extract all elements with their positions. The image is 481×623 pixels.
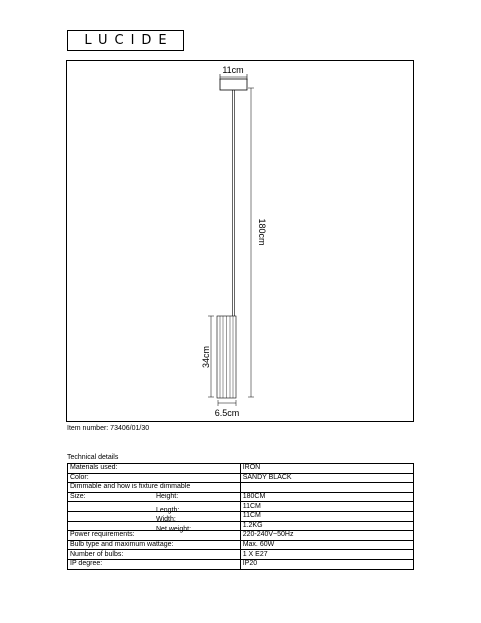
spec-label-cell — [68, 550, 241, 560]
spec-label: IP degree: — [70, 560, 103, 568]
brand-logo-text: LUCIDE — [84, 33, 174, 48]
spec-label: Power requirements: — [70, 531, 135, 539]
table-row — [68, 473, 414, 483]
spec-label: Number of bulbs: — [70, 550, 124, 558]
spec-label-cell — [68, 559, 241, 569]
spec-value: 11CM — [240, 502, 413, 512]
pendant-lamp-drawing — [67, 61, 415, 423]
table-row — [68, 492, 414, 502]
table-row — [68, 521, 414, 531]
spec-sublabel: Net weight: — [156, 525, 192, 533]
table-row — [68, 511, 414, 521]
spec-sublabel: Length: — [156, 506, 180, 514]
table-row — [68, 559, 414, 569]
spec-value: 220-240V~50Hz — [240, 531, 413, 541]
shade-height-label: 34cm — [201, 345, 211, 369]
spec-value: SANDY BLACK — [240, 473, 413, 483]
spec-value: 1.2KG — [240, 521, 413, 531]
spec-label: Color: — [70, 473, 89, 481]
spec-label-cell — [68, 521, 241, 531]
spec-label-cell — [68, 473, 241, 483]
spec-label-cell — [68, 531, 241, 541]
spec-label: Bulb type and maximum wattage: — [70, 541, 174, 549]
canopy-width-label: 11cm — [222, 65, 244, 75]
item-number: Item number: 73406/01/30 — [67, 425, 150, 432]
technical-details-table — [67, 463, 414, 570]
spec-sublabel: Width: — [156, 516, 176, 524]
brand-logo — [67, 30, 184, 51]
canopy — [220, 79, 247, 90]
table-row — [68, 540, 414, 550]
spec-label-cell — [68, 511, 241, 524]
spec-sublabel: Height: — [156, 493, 179, 501]
spec-label-cell — [68, 540, 241, 550]
shade-width-label: 6.5cm — [214, 408, 240, 418]
table-row — [68, 531, 414, 541]
product-drawing — [66, 60, 414, 422]
table-row — [68, 550, 414, 560]
spec-value: 1 X E27 — [240, 550, 413, 560]
spec-value: 11CM — [240, 511, 413, 521]
spec-value: Max. 60W — [240, 540, 413, 550]
table-row — [68, 483, 414, 493]
spec-label-cell — [68, 492, 241, 502]
spec-label: Dimmable and how is fixture dimmable — [70, 483, 191, 491]
total-height-label: 180cm — [257, 218, 267, 246]
spec-label: Materials used: — [70, 464, 118, 472]
spec-value: IP20 — [240, 559, 413, 569]
technical-details-title: Technical details — [67, 454, 119, 461]
spec-value: 180CM — [240, 492, 413, 502]
spec-label: Size: — [70, 493, 86, 501]
spec-value — [240, 483, 413, 493]
table-row — [68, 464, 414, 474]
table-row — [68, 502, 414, 512]
spec-label-cell — [68, 483, 241, 493]
spec-value: IRON — [240, 464, 413, 474]
spec-label-cell — [68, 502, 241, 512]
spec-label-cell — [68, 464, 241, 474]
